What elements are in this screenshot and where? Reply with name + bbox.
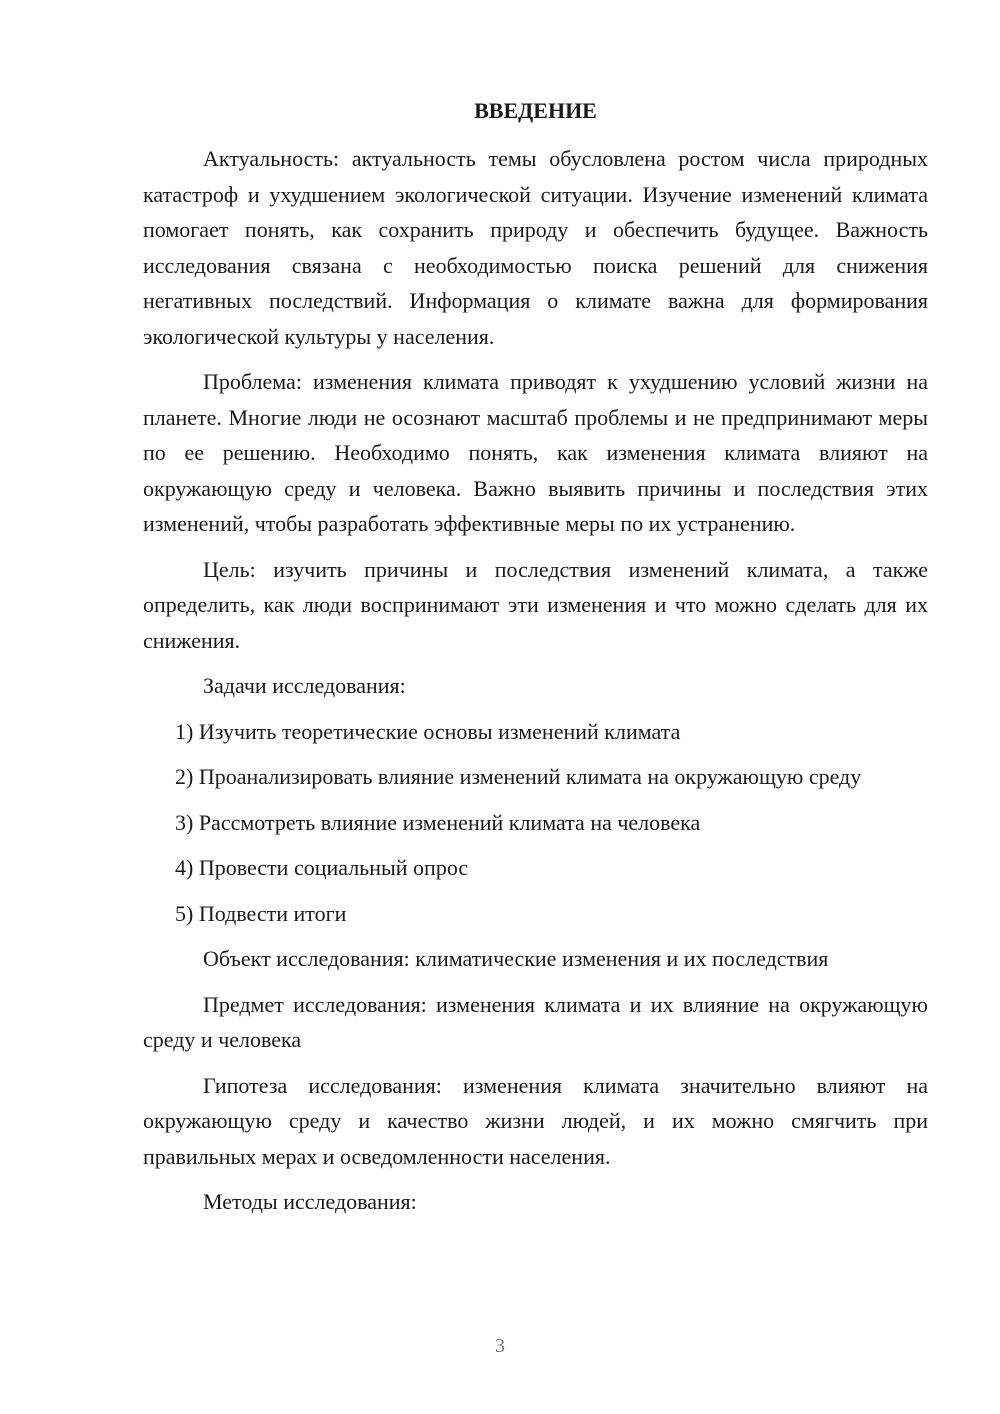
task-item: 4) Провести социальный опрос [175,855,469,880]
methods-heading: Методы исследования: [203,1189,417,1214]
page-number: 3 [495,1335,505,1357]
paragraph-subject: Предмет исследования: изменения климата и их влияние на окружающую среду и человека [143,991,928,1052]
paragraph-hypothesis: Гипотеза исследования: изменения климата значительно влияют на окружающую среду и качество жизни людей, и их можно смягчить при правильных мерах и осведомленности населения. [143,1072,928,1169]
task-item: 3) Рассмотреть влияние изменений климата на человека [175,809,701,835]
paragraph-problem: Проблема: изменения климата приводят к ухудшению условий жизни на планете. Многие люди не осознают масштаб проблемы и не предпринимают меры по ее решению. Необходимо понять, как изменения климата влияют на окружающую среду и человека. Важно выявить причины и последствия этих изменений, чтобы разработать эффективные меры по их устранению. [143,369,928,536]
tasks-heading: Задачи исследования: [203,673,406,698]
paragraph-goal: Цель: изучить причины и последствия изменений климата, а также определить, как люди воспринимают эти изменения и что можно сделать для их снижения. [143,556,928,653]
paragraph-actuality: Актуальность: актуальность темы обусловлена ростом числа природных катастроф и ухудшением экологической ситуации. Изучение изменений климата помогает понять, как сохранить природу и обеспечить будущее. Важность исследования связана с необходимостью поиска решений для снижения негативных последствий. Информация о климате важна для формирования экологической культуры у населения. [143,146,928,349]
document-body [143,141,928,1230]
paragraph-object: Объект исследования: климатические изменения и их последствия [203,946,829,971]
page-title: ВВЕДЕНИЕ [474,98,597,123]
task-item: 5) Подвести итоги [175,900,347,926]
task-item: 2) Проанализировать влияние изменений климата на окружающую среду [175,764,862,789]
task-item: 1) Изучить теоретические основы изменений климата [175,718,681,744]
